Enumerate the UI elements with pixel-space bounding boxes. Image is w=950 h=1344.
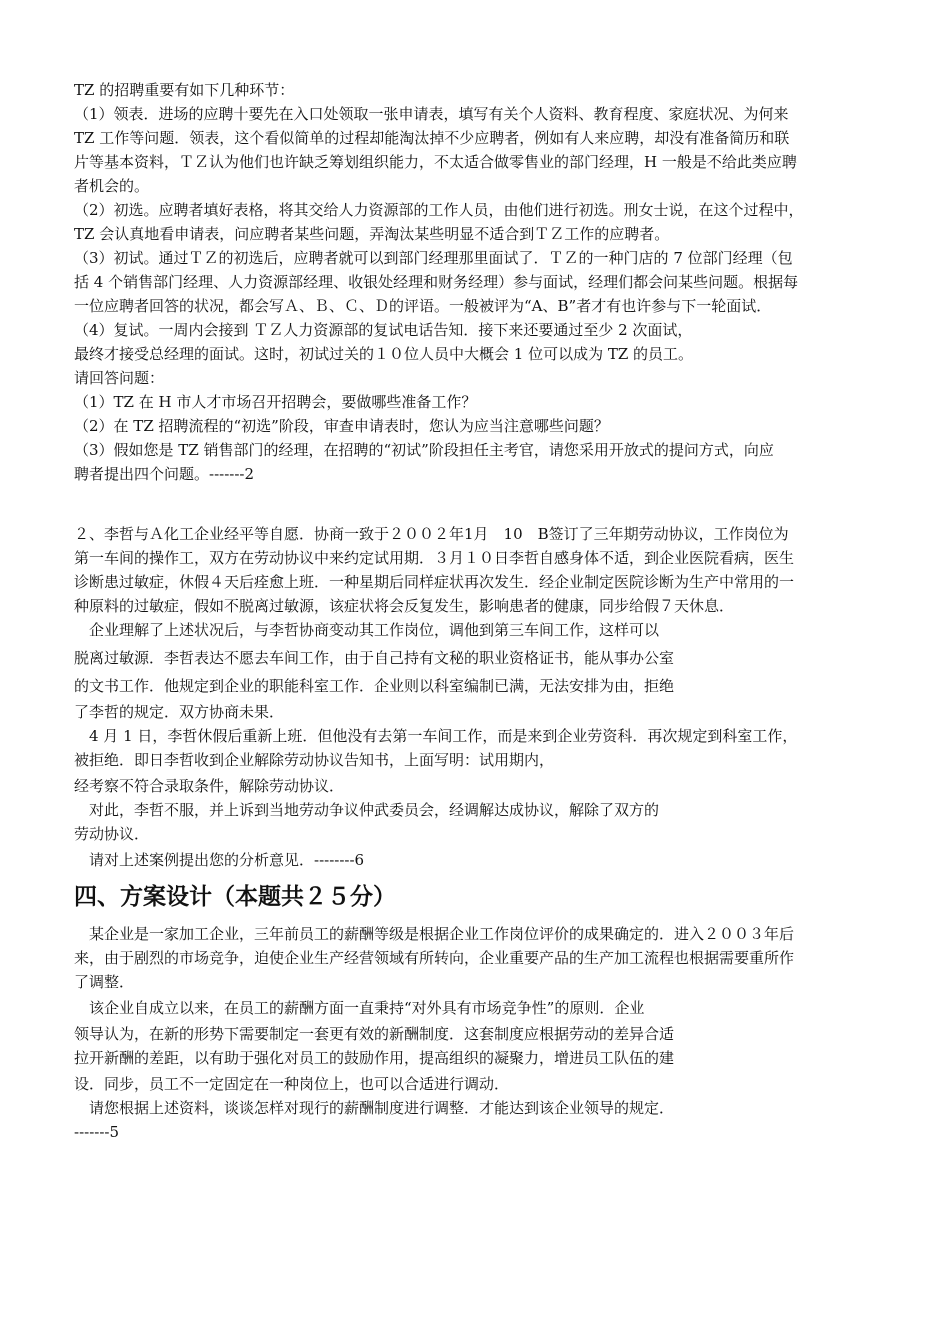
text-line: 某企业是一家加工企业，三年前员工的薪酬等级是根据企业工作岗位评价的成果确定的．进入２００３年后	[74, 925, 795, 943]
text-line: TZ 的招聘重要有如下几种环节：	[74, 81, 295, 99]
text-line: 对此，李哲不服，并上诉到当地劳动争议仲武委员会，经调解达成协议，解除了双方的	[74, 801, 660, 819]
text-line: （2）在 TZ 招聘流程的“初选”阶段，审查申请表时，您认为应当注意哪些问题？	[74, 417, 609, 435]
text-line: 设．同步，员工不一定固定在一种岗位上，也可以合适进行调动．	[74, 1075, 510, 1093]
text-line: 者机会的。	[74, 177, 150, 195]
text-line: 劳动协议．	[74, 825, 150, 843]
text-line: 该企业自成立以来，在员工的薪酬方面一直秉持“对外具有市场竞争性”的原则．企业	[74, 999, 645, 1017]
text-line: 的文书工作．他规定到企业的职能科室工作．企业则以科室编制已满，无法安排为由，拒绝	[74, 677, 675, 695]
text-line: 片等基本资料，ＴＺ认为他们也许缺乏筹划组织能力，不太适合做零售业的部门经理，H 一般是不给此类应聘	[74, 153, 797, 171]
text-line: 了李哲的规定．双方协商未果．	[74, 703, 285, 721]
text-line: 被拒绝．即日李哲收到企业解除劳动协议告知书，上面写明：试用期内，	[74, 751, 555, 769]
text-line: TZ 工作等问题．领表，这个看似简单的过程却能淘汰掉不少应聘者，例如有人来应聘，却没有准备简历和联	[74, 129, 790, 147]
text-line: 聘者提出四个问题。-------2	[74, 465, 255, 483]
text-line: 脱离过敏源．李哲表达不愿去车间工作，由于自己持有文秘的职业资格证书，能从事办公室	[74, 649, 675, 667]
text-line: 第一车间的操作工，双方在劳动协议中来约定试用期．３月１０日李哲自感身体不适，到企业医院看病，医生	[74, 549, 795, 567]
text-line: ２、李哲与Ａ化工企业经平等自愿．协商一致于２００２年1月 10 B签订了三年期劳动协议，工作岗位为	[74, 525, 789, 543]
section-heading: 四、方案设计（本题共２５分）	[74, 884, 396, 910]
text-line: （3）假如您是 TZ 销售部门的经理，在招聘的“初试”阶段担任主考官，请您采用开放式的提问方式，向应	[74, 441, 774, 459]
text-line: 请对上述案例提出您的分析意见．--------6	[74, 851, 365, 869]
text-line: 领导认为，在新的形势下需要制定一套更有效的新酬制度．这套制度应根据劳动的差异合适	[74, 1025, 675, 1043]
text-line: 最终才接受总经理的面试。这时，初试过关的１０位人员中大概会 1 位可以成为 TZ 的员工。	[74, 345, 694, 363]
text-line: （4）复试。一周内会接到 ＴＺ人力资源部的复试电话告知．接下来还要通过至少 2 次面试，	[74, 321, 693, 339]
text-line: 经考察不符合录取条件，解除劳动协议．	[74, 777, 345, 795]
text-line: TZ 会认真地看申请表，问应聘者某些问题，弄淘汰某些明显不适合到ＴＺ工作的应聘者。	[74, 225, 670, 243]
text-line: 种原料的过敏症，假如不脱离过敏源，该症状将会反复发生，影响患者的健康，同步给假７天休息．	[74, 597, 735, 615]
text-line: （1）领表．进场的应聘十要先在入口处领取一张申请表，填写有关个人资料、教育程度、家庭状况、为何来	[74, 105, 789, 123]
text-line: 来，由于剧烈的市场竞争，迫使企业生产经营领域有所转向，企业重要产品的生产加工流程也根据需要重所作	[74, 949, 795, 967]
text-line: （2）初选。应聘者填好表格，将其交给人力资源部的工作人员，由他们进行初选。刑女士说，在这个过程中，	[74, 201, 804, 219]
text-line: （1）TZ 在 H 市人才市场召开招聘会，要做哪些准备工作？	[74, 393, 477, 411]
text-line: 4 月 1 日，李哲休假后重新上班．但他没有去第一车间工作，而是来到企业劳资科．再次规定到科室工作，	[74, 727, 798, 745]
text-line: 请您根据上述资料，谈谈怎样对现行的薪酬制度进行调整．才能达到该企业领导的规定．	[74, 1099, 675, 1117]
text-line: 请回答问题：	[74, 369, 165, 387]
text-line: 了调整．	[74, 973, 135, 991]
text-line: 括 4 个销售部门经理、人力资源部经理、收银处经理和财务经理）参与面试，经理们都会问某些问题。根据每	[74, 273, 799, 291]
text-line: 拉开新酬的差距，以有助于强化对员工的鼓励作用，提高组织的凝聚力，增进员工队伍的建	[74, 1049, 675, 1067]
text-line: 诊断患过敏症，休假４天后痊愈上班．一种星期后同样症状再次发生．经企业制定医院诊断为生产中常用的一	[74, 573, 795, 591]
text-line: 企业理解了上述状况后，与李哲协商变动其工作岗位，调他到第三车间工作，这样可以	[74, 621, 660, 639]
text-line: -------5	[74, 1123, 120, 1141]
text-line: 一位应聘者回答的状况，都会写Ａ、Ｂ、Ｃ、Ｄ的评语。一般被评为“A、B”者才有也许参与下一轮面试．	[74, 297, 772, 315]
text-line: （3）初试。通过ＴＺ的初选后，应聘者就可以到部门经理那里面试了．ＴＺ的一种门店的 7 位部门经理（包	[74, 249, 793, 267]
